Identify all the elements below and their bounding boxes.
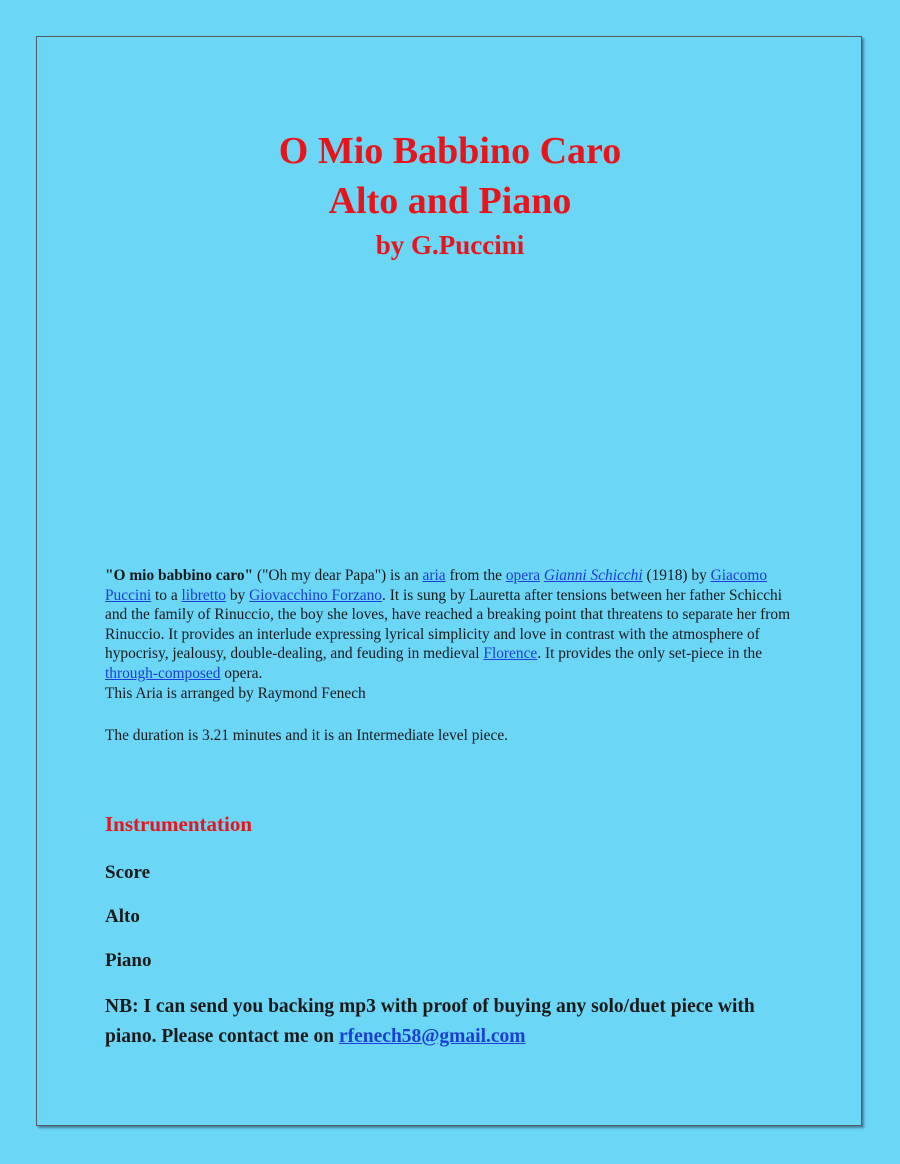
quote-open: " [105, 567, 114, 584]
link-aria[interactable]: aria [422, 567, 446, 584]
text-segment: . It is sung by Lauretta after tensions between her father Schicchi and the family of Rinuccio, the boy she loves, have reached a breaking point that threatens to separate her from Rinuccio. It provides an interlude expressing lyrical simplicity and love in contrast with the atmosphere of hypocrisy, jealousy, double-dealing, and feuding in medieval [105, 586, 791, 663]
link-opera[interactable]: opera [505, 567, 541, 584]
text-segment: to a [151, 586, 182, 604]
backing-track-note [105, 992, 805, 1052]
link-gianni-schicchi-text: Gianni Schicchi [543, 567, 643, 584]
link-giacomo-puccini[interactable]: Giacomo Puccini [105, 567, 768, 604]
description-block [105, 566, 795, 703]
composer-byline: by G.Puccini [375, 230, 525, 260]
quote-close: " [244, 567, 254, 584]
description-paragraph [105, 566, 795, 684]
text-segment: opera. [220, 664, 263, 682]
title-block [0, 126, 900, 264]
link-gianni-schicchi[interactable] [544, 567, 643, 584]
email-link[interactable]: rfenech58@gmail.com [338, 1026, 526, 1047]
note-text: NB: I can send you backing mp3 with proof of buying any solo/duet piece with piano. Please contact me on [105, 996, 755, 1047]
text-segment: . It provides the only set-piece in the [537, 645, 763, 663]
instrument-score: Score [105, 862, 151, 883]
link-florence[interactable]: Florence [483, 645, 538, 663]
text-segment: from the [445, 567, 506, 584]
link-through-composed[interactable]: through-composed [105, 664, 221, 682]
instrumentation-heading: Instrumentation [105, 812, 253, 836]
text-segment: by [225, 586, 250, 604]
text-segment: (1918) by [642, 567, 711, 584]
text-segment: ("Oh my dear Papa") is an [253, 567, 423, 584]
title-line-1: O Mio Babbino Caro [278, 130, 622, 172]
aria-title-bold: O mio babbino caro [113, 567, 245, 584]
link-libretto[interactable]: libretto [181, 586, 226, 604]
title-line-2: Alto and Piano [328, 180, 572, 222]
arranger-line: This Aria is arranged by Raymond Fenech [105, 684, 366, 702]
instrument-alto: Alto [105, 906, 140, 927]
duration-text: The duration is 3.21 minutes and it is an Intermediate level piece. [105, 727, 509, 744]
instrument-piano: Piano [105, 950, 152, 971]
link-giovacchino-forzano[interactable]: Giovacchino Forzano [249, 586, 382, 604]
